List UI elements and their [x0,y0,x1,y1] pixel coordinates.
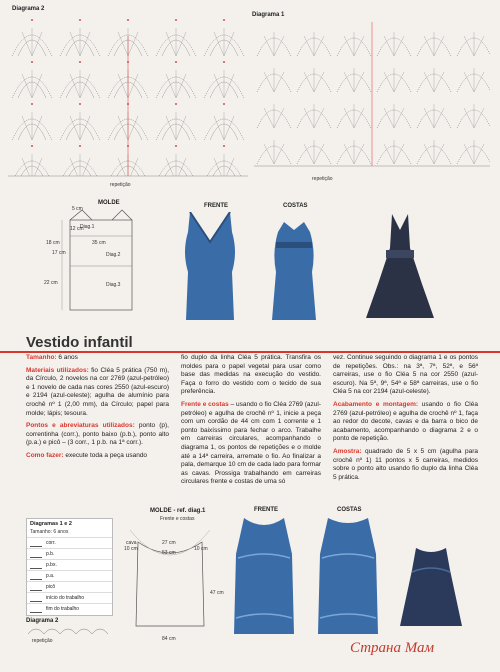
legend-item [27,592,112,603]
legend-item [27,548,112,559]
legend-item [27,603,112,614]
size-label: Tamanho: [26,354,57,361]
finish-label: Acabamento e montagem: [333,400,419,408]
legend-box [26,518,113,616]
back-top-image [264,212,324,322]
pattern-ring-top: 5 cm [72,206,83,212]
article-col-1 [26,354,169,465]
lower-cava-10: 10 cm [124,546,138,552]
stitches-text: ponto (p), correntinha (corr.), ponto baixo (p.b.), ponto alto (p.a.) e picô – (3 corr., 1 p.b. na 1ª corr.). [26,422,169,447]
stitches-label: Pontos e abreviaturas utilizados: [26,422,135,430]
lower-repeat: repetição [32,638,53,644]
halter-dress-image [362,214,438,324]
pattern-diag1: Diag.1 [80,224,95,230]
legend-item [27,537,112,548]
legend-label: corr. [46,540,56,546]
pattern-diag3: Diag.3 [106,282,121,288]
col3-p1: vez. Continue seguindo o diagrama 1 e os pontos de repetições. Obs.: na 3ª, 7ª, 52ª, e 56ª carreiras, use o fio Cléa 5 na cor 2550 (azul-escuro). Na 5ª, 9ª, 54ª e 58ª carreiras, use o fio Cléa 5 na cor 2194 (azul-celeste). [333,354,478,396]
front-top-image [180,212,240,322]
pattern-title: MOLDE [98,200,120,206]
legend-item [27,570,112,581]
diagram-2-title: Diagrama 2 [12,6,45,12]
materials-text: fio Cléa 5 prática (750 m), da Círculo, 2 novelos na cor 2769 (azul-petróleo) e 1 novelo de cada nas cores 2550 (azul-escuro) e 2194 (azul-celeste); agulha de alumínio para crochê nº 1 (2,00 mm), da Círculo; papel para molde; lápis; tesoura. [26,366,170,417]
legend-symbol-icon [30,540,42,547]
pattern-label-35: 35 cm [92,240,106,246]
back-label: COSTAS [283,203,308,209]
howto-text: execute toda a peça usando [63,451,148,459]
article-title: Vestido infantil [26,334,133,351]
diagram-1-title: Diagrama 1 [252,12,285,18]
howto-label: Como fazer: [26,451,64,459]
legend-symbol-icon [30,595,42,602]
legend-title: Diagramas 1 e 2 [30,521,72,527]
article-col-2 [181,354,321,491]
col2-p1: fio duplo da linha Cléa 5 prática. Transfira os moldes para o papel vegetal para usar como base das medidas na execução do vestido. Faça o forro do vestido com o tecido de sua preferência. [181,354,321,396]
lower-back-label: COSTAS [337,507,362,513]
lower-label-27: 27 cm [162,540,176,546]
diagram-1-repeat: repetição [312,176,333,182]
legend-label: p.bx. [46,562,57,568]
lower-cava-10b: 10 cm [194,546,208,552]
diagram-2-repeat: repetição [110,182,131,188]
legend-list [27,537,112,614]
legend-label: p.a. [46,573,55,579]
legend-symbol-icon [30,562,42,569]
pattern-label-12: 12 cm [70,226,84,232]
lower-diag2-chart [26,624,116,638]
lower-label-53: 53 cm [162,550,176,556]
legend-symbol-icon [30,573,42,580]
lower-back-dress [314,514,382,636]
title-rule [0,351,500,353]
legend-label: início do trabalho [46,595,85,601]
size-value: 6 anos [56,354,78,361]
sample-label: Amostra: [333,447,362,455]
diagram-1-chart [254,22,490,174]
legend-label: p.b. [46,551,55,557]
lower-cava: cava [126,540,137,546]
legend-label: picô [46,584,56,590]
materials-label: Materiais utilizados: [26,366,89,374]
pattern-diag2: Diag.2 [106,252,121,258]
legend-symbol-icon [30,606,42,613]
legend-symbol-icon [30,584,42,591]
lower-front-label: FRENTE [254,507,278,513]
col2-p2: – usando o fio Cléa 2769 (azul-petróleo) e agulha de crochê nº 1, inicie a peça com um cordão de 44 cm com 1 corrente e 1 ponto baixíssimo para fechar o arco. Trabalhe em carreiras circulares, acompanhando o diagrama 1, os pontos de repetições e o molde até a 14ª carreira, arremate o fio. Ao finalizar a pala, demarque 10 cm de cada lado para formar as cavas. Prossiga trabalhando em carreiras circulares frente e costas de uma só [181,400,321,486]
front-back-label: Frente e costas [181,400,229,408]
lower-diag2-label: Diagrama 2 [26,618,59,624]
pattern-label-17: 17 cm [52,250,66,256]
legend-symbol-icon [30,551,42,558]
lower-child-dress [398,544,464,628]
lower-schematic [126,520,216,632]
lower-front-back: Frente e costas [160,516,195,522]
pattern-schematic [28,206,168,316]
legend-item [27,581,112,592]
front-label: FRENTE [204,203,228,209]
legend-item [27,559,112,570]
pattern-label-18: 18 cm [46,240,60,246]
col3-p2: usando o fio Cléa 2769 (azul-petróleo) e agulha de crochê nº 1, faça ao redor do decote, cavas e da barra o bico de acabamento, acompanhando o diagrama 2 e o ponto de repetição. [333,400,478,443]
legend-label: fim do trabalho [46,606,80,612]
col3-p3: quadrado de 5 x 5 cm (agulha para crochê nº 1) 11 pontos x 5 carreiras, medidos sobre o ponto alto usando fio duplo da linha Cléa 5 prática. [333,447,478,481]
legend-subtitle: Tamanho: 6 anos [30,529,69,535]
article-col-3 [333,354,478,486]
diagram-2-chart [8,16,248,196]
lower-label-84: 84 cm [162,636,176,642]
lower-front-dress [230,514,298,636]
lower-label-47: 47 cm [210,590,224,596]
watermark: Страна Мам [350,640,435,656]
pattern-label-22: 22 cm [44,280,58,286]
lower-molde-label: MOLDE - ref. diag.1 [150,508,206,514]
